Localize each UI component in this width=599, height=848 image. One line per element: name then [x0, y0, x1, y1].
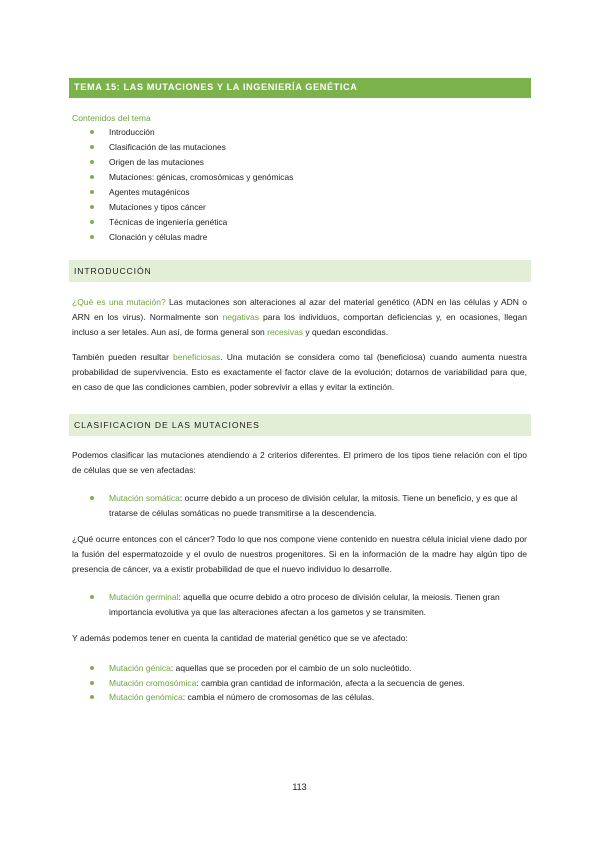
list-item: Mutación somática: ocurre debido a un proceso de división celular, la mitosis. Tiene un beneficio, y es que al tratarse de células somáticas no puede transmitirse a la descendencia.	[90, 491, 530, 520]
bullet-icon	[90, 190, 94, 194]
bullet-icon	[90, 681, 94, 685]
toc-item: Origen de las mutaciones	[90, 156, 293, 171]
chapter-title: TEMA 15: LAS MUTACIONES Y LA INGENIERÍA GENÉTICA	[74, 82, 358, 92]
toc-item: Clasificación de las mutaciones	[90, 141, 293, 156]
intro-paragraph-2: También pueden resultar beneficiosas. Una mutación se considera como tal (beneficiosa) cuando aumenta nuestra probabilidad de supervivencia. Esto es exactamente el factor clave de la evolución; dotarnos de variabilidad para que, en caso de que las condiciones cambien, poder sobrevivir a ellas y evitar la extinción.	[72, 352, 528, 393]
bullet-icon	[90, 695, 94, 699]
keyword: Mutación somática	[109, 493, 180, 503]
list-item: Mutación génica: aquellas que se proceden por el cambio de un solo nucleótido.	[90, 661, 530, 676]
list-item: Mutación genómica: cambia el número de cromosomas de las células.	[90, 690, 530, 705]
toc-heading: Contenidos del tema	[72, 113, 151, 123]
bullet-icon	[90, 595, 94, 599]
section-header-intro	[69, 260, 531, 282]
keyword: Mutación germinal	[109, 592, 179, 602]
clasif-paragraph-1: Podemos clasificar las mutaciones atendiendo a 2 criterios diferentes. El primero de los tipos tiene relación con el tipo de células que se ven afectadas:	[72, 450, 527, 476]
page-number: 113	[292, 782, 307, 792]
intro-paragraph-1: ¿Qué es una mutación? Las mutaciones son alteraciones al azar del material genético (ADN en las células y ADN o ARN en los virus). Normalmente son negativas para los individuos, comportan deficiencias y, en ocasiones, llegan incluso a ser letales. Aun así, de forma general son recesivas y quedan escondidas.	[72, 297, 527, 338]
mutation-types-list	[90, 661, 530, 705]
bullet-icon	[90, 130, 94, 134]
keyword: recesivas	[267, 327, 304, 338]
toc-item: Mutaciones y tipos cáncer	[90, 201, 293, 216]
toc-item: Mutaciones: génicas, cromosómicas y genómicas	[90, 171, 293, 186]
section-title: INTRODUCCIÓN	[74, 266, 152, 276]
toc-list	[90, 126, 293, 246]
keyword: beneficiosas	[173, 352, 221, 362]
bullet-icon	[90, 205, 94, 209]
keyword: Mutación genómica	[109, 692, 183, 702]
clasif-paragraph-3: Y además podemos tener en cuenta la cantidad de material genético que se ve afectado:	[72, 633, 408, 643]
keyword: negativas	[222, 312, 259, 323]
section-title: CLASIFICACION DE LAS MUTACIONES	[74, 420, 260, 430]
section-header-clasificacion	[69, 414, 531, 436]
bullet-icon	[90, 175, 94, 179]
bullet-icon	[90, 666, 94, 670]
keyword: Mutación génica	[109, 663, 171, 673]
bullet-icon	[90, 220, 94, 224]
bullet-icon	[90, 160, 94, 164]
toc-item: Agentes mutagénicos	[90, 186, 293, 201]
question-keyword: ¿Qué es una mutación?	[72, 297, 166, 307]
toc-item: Clonación y células madre	[90, 231, 293, 246]
bullet-icon	[90, 145, 94, 149]
toc-item: Introducción	[90, 126, 293, 141]
list-item: Mutación cromosómica: cambia gran cantidad de información, afecta a la secuencia de genes.	[90, 676, 530, 691]
list-item: Mutación germinal: aquella que ocurre debido a otro proceso de división celular, la meiosis. Tienen gran importancia evolutiva ya que las alteraciones afectan a los gametos y se transmiten.	[90, 590, 530, 619]
clasif-paragraph-2: ¿Qué ocurre entonces con el cáncer? Todo lo que nos compone viene contenido en nuestra célula inicial viene dado por la fusión del espermatozoide y el ovulo de nuestros progenitores. Si en la información de la madre hay algún tipo de presencia de cáncer, va a existir probabilidad de que el nuevo individuo lo desarrolle.	[72, 534, 527, 575]
toc-item: Técnicas de ingeniería genética	[90, 216, 293, 231]
chapter-title-bar	[69, 78, 531, 98]
keyword: Mutación cromosómica	[109, 677, 197, 688]
bullet-icon	[90, 235, 94, 239]
somatic-list	[90, 491, 530, 520]
bullet-icon	[90, 496, 94, 500]
germinal-list	[90, 590, 530, 619]
